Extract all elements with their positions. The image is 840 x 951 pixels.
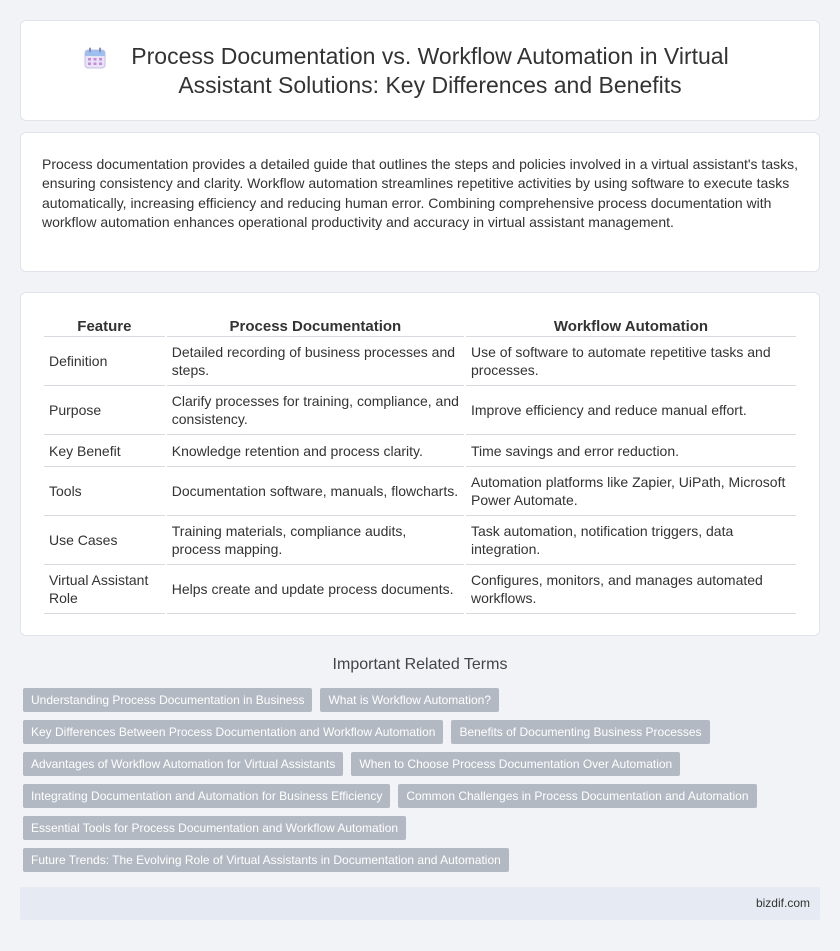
related-terms-heading: Important Related Terms	[332, 656, 508, 673]
workflow-cell: Time savings and error reduction.	[466, 435, 796, 467]
comparison-table-card	[20, 292, 820, 636]
related-term-tag[interactable]: Essential Tools for Process Documentation and Workflow Automation	[23, 816, 406, 840]
related-term-tag[interactable]: Future Trends: The Evolving Role of Virtual Assistants in Documentation and Automation	[23, 848, 509, 872]
feature-cell: Tools	[44, 467, 165, 516]
process-doc-cell: Knowledge retention and process clarity.	[167, 435, 464, 467]
page-title: Process Documentation vs. Workflow Automation in Virtual Assistant Solutions: Key Differences and Benefits	[131, 42, 729, 98]
related-term-tag[interactable]: Understanding Process Documentation in Business	[23, 688, 312, 712]
workflow-cell: Automation platforms like Zapier, UiPath, Microsoft Power Automate.	[466, 467, 796, 516]
related-term-tag[interactable]: When to Choose Process Documentation Over Automation	[351, 752, 680, 776]
related-term-tag[interactable]: Common Challenges in Process Documentation and Automation	[398, 784, 756, 808]
related-term-tag[interactable]: Benefits of Documenting Business Processes	[451, 720, 709, 744]
related-term-tag[interactable]: Key Differences Between Process Documentation and Workflow Automation	[23, 720, 443, 744]
process-doc-cell: Clarify processes for training, compliance, and consistency.	[167, 386, 464, 435]
feature-cell: Key Benefit	[44, 435, 165, 467]
table-header-row	[44, 317, 796, 337]
related-term-tag[interactable]: Advantages of Workflow Automation for Virtual Assistants	[23, 752, 343, 776]
header-process-documentation: Process Documentation	[167, 317, 464, 337]
header-workflow-automation: Workflow Automation	[466, 317, 796, 337]
table-row	[44, 435, 796, 467]
workflow-cell: Task automation, notification triggers, data integration.	[466, 516, 796, 565]
process-doc-cell: Documentation software, manuals, flowcharts.	[167, 467, 464, 516]
intro-paragraph: Process documentation provides a detailed guide that outlines the steps and policies involved in a virtual assistant's tasks, ensuring consistency and clarity. Workflow automation streamlines repetitive activities by using software to execute tasks automatically, increasing efficiency and reducing human error. Combining comprehensive process documentation with workflow automation enhances operational productivity and accuracy in virtual assistant management.	[42, 156, 798, 231]
table-row	[44, 467, 796, 516]
related-term-tag[interactable]: What is Workflow Automation?	[320, 688, 499, 712]
feature-cell: Use Cases	[44, 516, 165, 565]
workflow-cell: Configures, monitors, and manages automated workflows.	[466, 565, 796, 614]
footer-site-link[interactable]: bizdif.com	[755, 896, 810, 910]
intro-card	[20, 132, 820, 272]
table-row	[44, 565, 796, 614]
related-term-tag[interactable]: Integrating Documentation and Automation for Business Efficiency	[23, 784, 390, 808]
table-row	[44, 337, 796, 386]
header-feature: Feature	[44, 317, 165, 337]
process-doc-cell: Training materials, compliance audits, process mapping.	[167, 516, 464, 565]
comparison-table	[42, 317, 798, 614]
workflow-cell: Improve efficiency and reduce manual effort.	[466, 386, 796, 435]
feature-cell: Definition	[44, 337, 165, 386]
related-terms-list	[23, 688, 803, 880]
table-row	[44, 516, 796, 565]
table-row	[44, 386, 796, 435]
footer-bar	[20, 887, 820, 920]
feature-cell: Virtual Assistant Role	[44, 565, 165, 614]
workflow-cell: Use of software to automate repetitive tasks and processes.	[466, 337, 796, 386]
process-doc-cell: Detailed recording of business processes and steps.	[167, 337, 464, 386]
header-card	[20, 20, 820, 121]
feature-cell: Purpose	[44, 386, 165, 435]
process-doc-cell: Helps create and update process documents.	[167, 565, 464, 614]
